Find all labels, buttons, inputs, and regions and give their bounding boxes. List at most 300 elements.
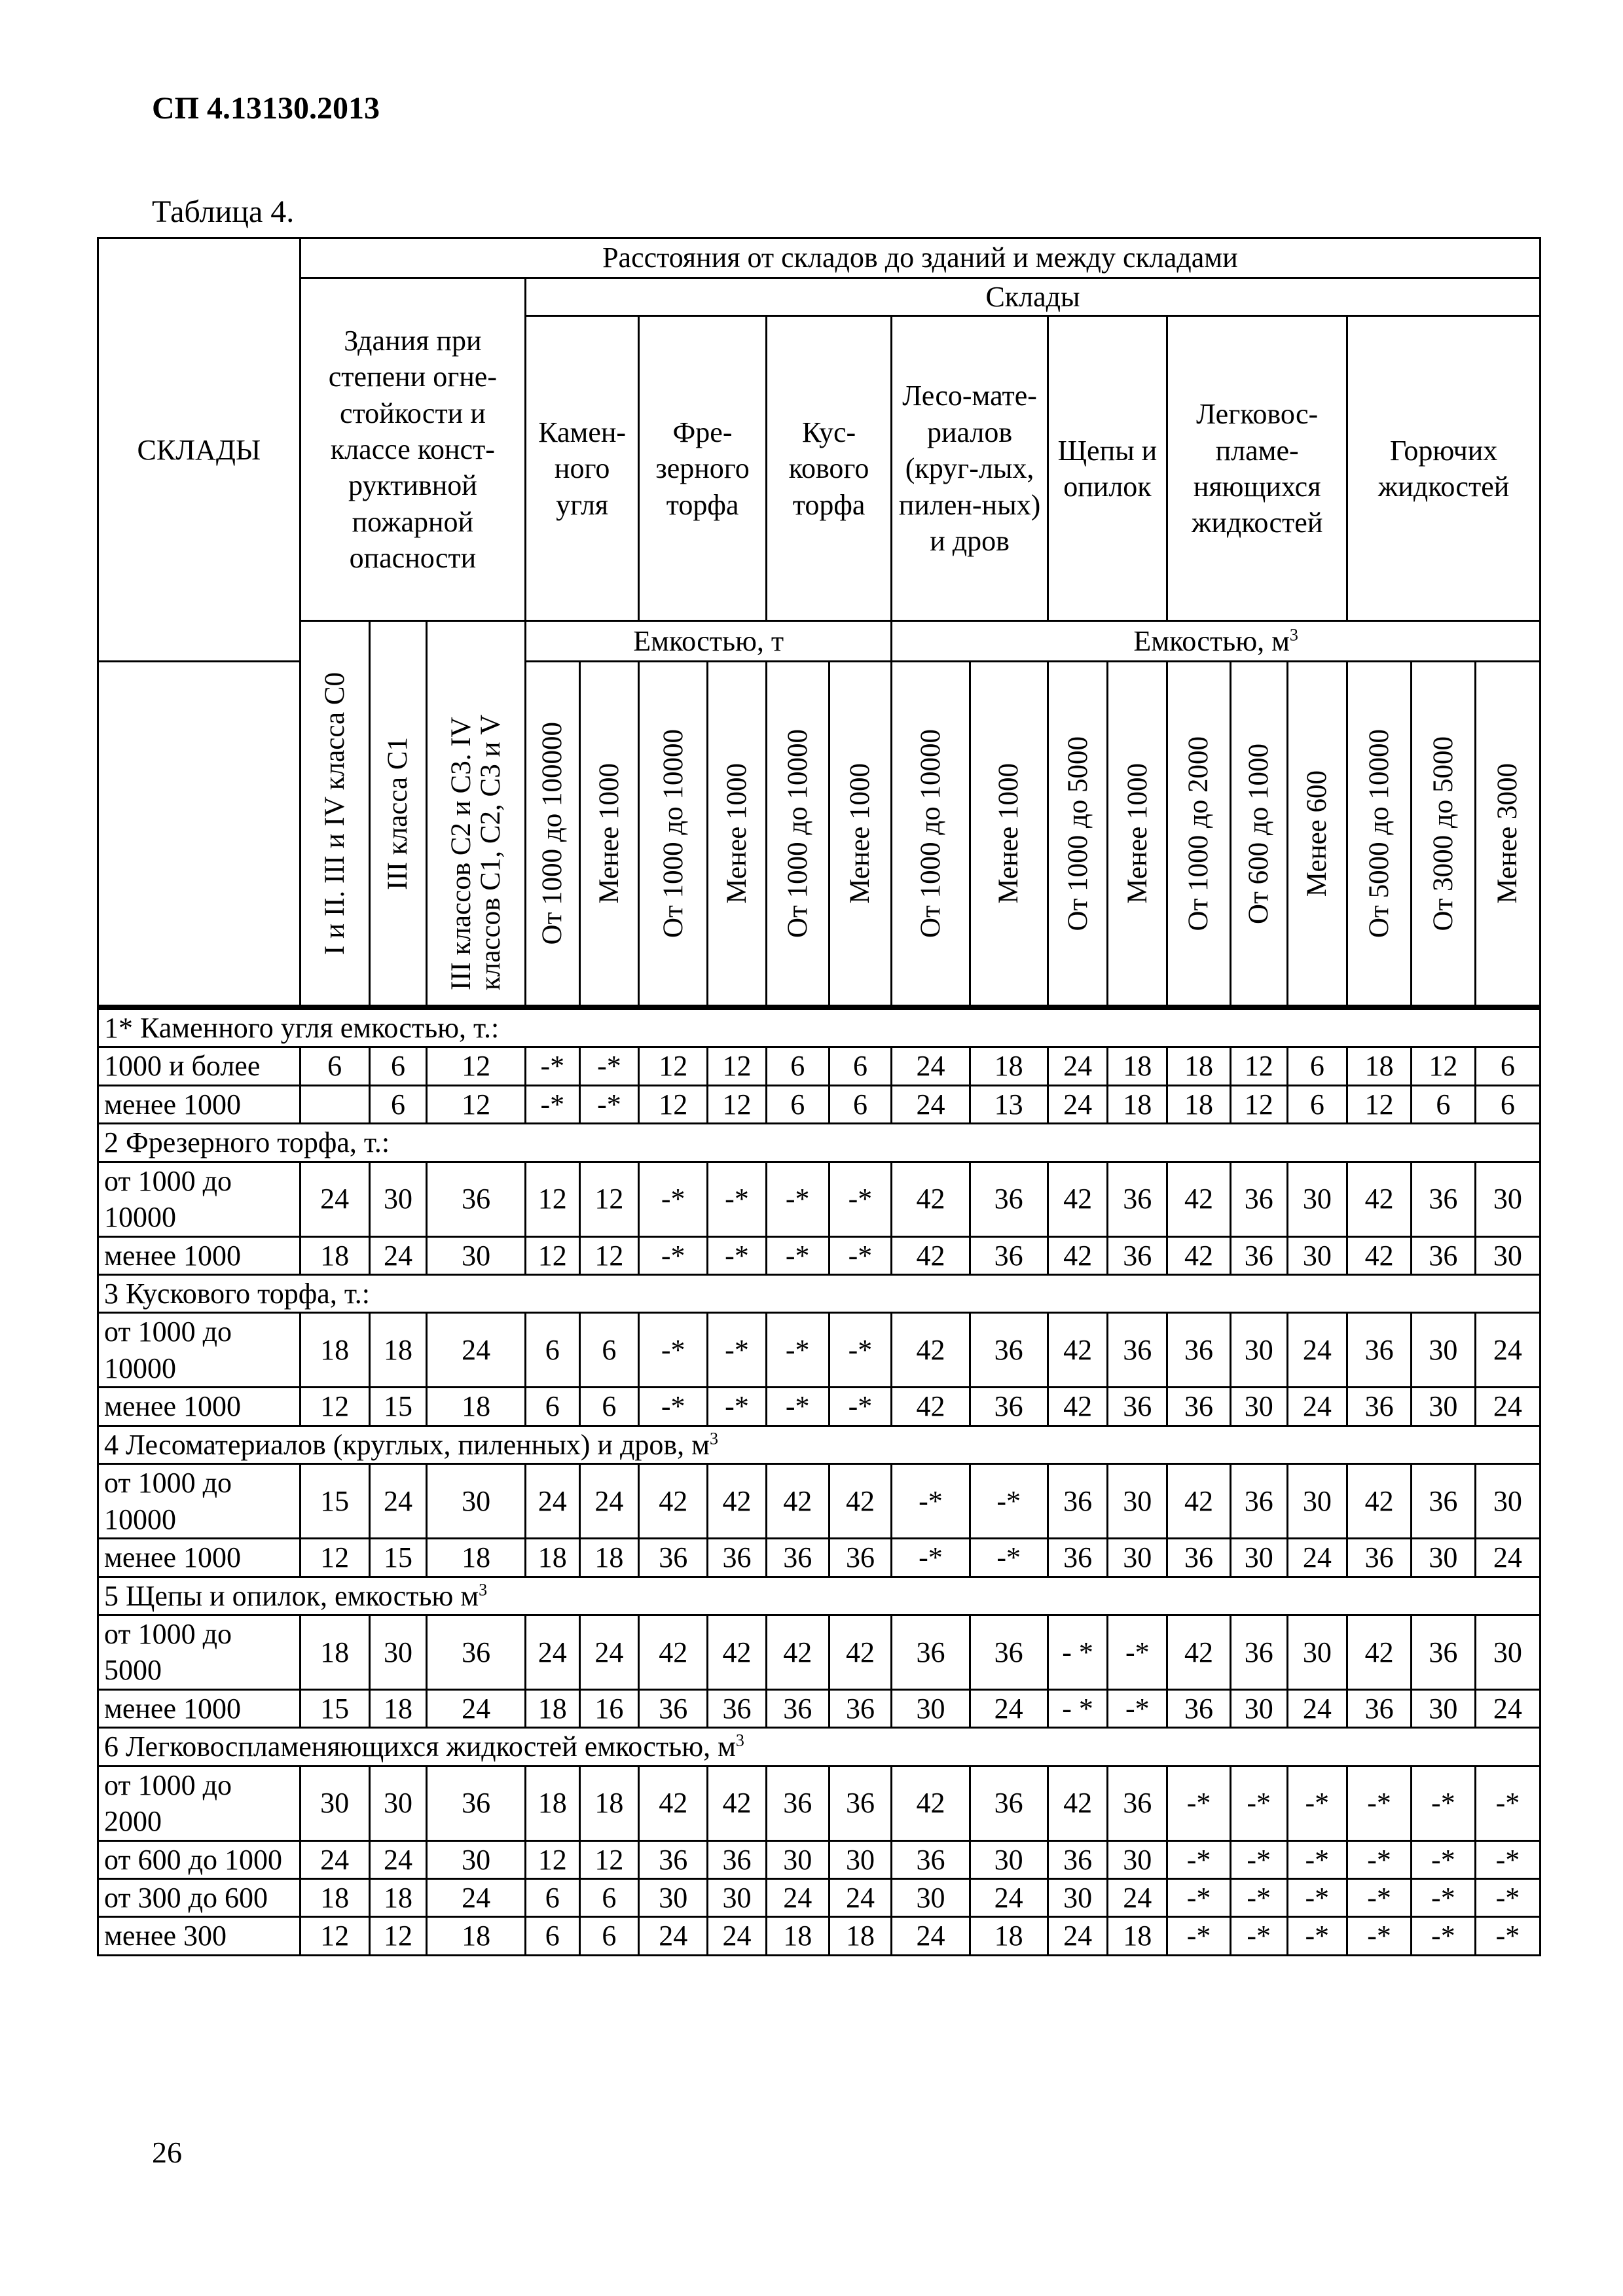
table-row bbox=[98, 1689, 1541, 1727]
distance-cell: 42 bbox=[1347, 1162, 1412, 1236]
capacity-t-header: Емкостью, т bbox=[526, 621, 892, 662]
distance-cell: 30 bbox=[1475, 1464, 1540, 1539]
distance-cell: 36 bbox=[892, 1840, 970, 1878]
distance-cell: 36 bbox=[1411, 1464, 1475, 1539]
distance-cell: 24 bbox=[1475, 1313, 1540, 1388]
row-label: менее 1000 bbox=[98, 1539, 301, 1577]
distance-cell: 30 bbox=[1411, 1313, 1475, 1388]
distance-cell: 6 bbox=[766, 1047, 829, 1085]
distance-cell: 6 bbox=[369, 1085, 427, 1123]
distance-cell: 18 bbox=[427, 1388, 526, 1426]
distance-cell: 12 bbox=[427, 1047, 526, 1085]
distance-cell: 36 bbox=[1167, 1313, 1231, 1388]
capacity-m3-header: Емкостью, $м^3$ bbox=[892, 621, 1541, 662]
capacity-column-header: От 5000 до 10000 bbox=[1347, 662, 1412, 1007]
distance-cell: 18 bbox=[829, 1917, 892, 1955]
distance-cell: 12 bbox=[1230, 1047, 1287, 1085]
distance-cell: 36 bbox=[1230, 1615, 1287, 1689]
row-label: менее 1000 bbox=[98, 1085, 301, 1123]
distance-cell: 36 bbox=[829, 1689, 892, 1727]
capacity-column-header: Менее 1000 bbox=[829, 662, 892, 1007]
group-lump-peat-header: Кус-кового торфа bbox=[766, 316, 892, 621]
distance-cell: -* bbox=[970, 1539, 1048, 1577]
section-title: 3 Кускового торфа, т.: bbox=[98, 1275, 1541, 1313]
distance-cell: 24 bbox=[1287, 1388, 1347, 1426]
distance-cell: 36 bbox=[1230, 1464, 1287, 1539]
table-row bbox=[98, 1236, 1541, 1274]
distance-cell: 6 bbox=[766, 1085, 829, 1123]
group-combustible-liquids-header: Горючих жидкостей bbox=[1347, 316, 1541, 621]
distance-cell: 24 bbox=[579, 1615, 639, 1689]
distance-cell: 42 bbox=[892, 1388, 970, 1426]
group-coal-header: Камен-ного угля bbox=[526, 316, 639, 621]
distance-cell: -* bbox=[1475, 1840, 1540, 1878]
distance-cell: 13 bbox=[970, 1085, 1048, 1123]
distance-cell: -* bbox=[1287, 1879, 1347, 1917]
distance-cell: 42 bbox=[1048, 1313, 1108, 1388]
distance-cell: 30 bbox=[829, 1840, 892, 1878]
distance-cell: 30 bbox=[1108, 1840, 1167, 1878]
row-label: менее 1000 bbox=[98, 1689, 301, 1727]
distance-cell: 36 bbox=[639, 1539, 708, 1577]
distance-cell: 18 bbox=[300, 1236, 369, 1274]
distance-cell: 18 bbox=[970, 1047, 1048, 1085]
distance-cell: -* bbox=[766, 1236, 829, 1274]
warehouses-header: Склады bbox=[526, 278, 1541, 316]
distance-cell: 42 bbox=[1167, 1615, 1231, 1689]
distance-cell: 36 bbox=[708, 1689, 767, 1727]
row-label: от 1000 до 5000 bbox=[98, 1615, 301, 1689]
distance-cell: 36 bbox=[639, 1840, 708, 1878]
distance-cell: 36 bbox=[1347, 1689, 1412, 1727]
distance-cell: 24 bbox=[1108, 1879, 1167, 1917]
distance-cell: 12 bbox=[579, 1236, 639, 1274]
distance-cell: -* bbox=[1347, 1840, 1412, 1878]
distance-cell: 36 bbox=[708, 1840, 767, 1878]
distance-cell: 30 bbox=[1475, 1162, 1540, 1236]
distance-cell: 36 bbox=[1230, 1236, 1287, 1274]
table-row bbox=[98, 1917, 1541, 1955]
distance-cell: 30 bbox=[1287, 1464, 1347, 1539]
row-label: от 1000 до 2000 bbox=[98, 1766, 301, 1840]
distance-cell: 36 bbox=[970, 1236, 1048, 1274]
distance-cell: 36 bbox=[1048, 1840, 1108, 1878]
distance-cell: 30 bbox=[427, 1236, 526, 1274]
distance-cell: 12 bbox=[526, 1840, 580, 1878]
distance-cell: 36 bbox=[1347, 1388, 1412, 1426]
distance-cell: 24 bbox=[369, 1464, 427, 1539]
section-title: 2 Фрезерного торфа, т.: bbox=[98, 1124, 1541, 1162]
distance-cell: 30 bbox=[1411, 1689, 1475, 1727]
distance-cell: 15 bbox=[300, 1689, 369, 1727]
building-class-header: I и II. III и IV класса С0 bbox=[300, 621, 369, 1007]
distance-cell: 6 bbox=[526, 1313, 580, 1388]
group-timber-header: Лесо-мате-риалов (круг-лых, пилен-ных) и дров bbox=[892, 316, 1048, 621]
distance-cell: 30 bbox=[369, 1766, 427, 1840]
distance-cell: 24 bbox=[1048, 1047, 1108, 1085]
distance-cell: 18 bbox=[1167, 1047, 1231, 1085]
distance-cell: 30 bbox=[1230, 1388, 1287, 1426]
distance-cell: 18 bbox=[369, 1879, 427, 1917]
distance-cell: 6 bbox=[526, 1388, 580, 1426]
distance-cell: 30 bbox=[427, 1840, 526, 1878]
table-row bbox=[98, 1539, 1541, 1577]
distance-cell: 15 bbox=[369, 1388, 427, 1426]
distance-cell: 6 bbox=[579, 1313, 639, 1388]
distance-cell: -* bbox=[1475, 1766, 1540, 1840]
distance-cell: 24 bbox=[300, 1840, 369, 1878]
distance-cell: 42 bbox=[766, 1464, 829, 1539]
distance-cell: 24 bbox=[1287, 1539, 1347, 1577]
distance-cell: 42 bbox=[892, 1236, 970, 1274]
distance-cell: -* bbox=[708, 1388, 767, 1426]
distance-cell: 30 bbox=[892, 1879, 970, 1917]
capacity-column-header: От 3000 до 5000 bbox=[1411, 662, 1475, 1007]
distance-cell: 30 bbox=[1108, 1539, 1167, 1577]
row-label: от 1000 до 10000 bbox=[98, 1464, 301, 1539]
distance-cell: 18 bbox=[579, 1539, 639, 1577]
distance-cell: -* bbox=[1167, 1766, 1231, 1840]
distance-cell: 30 bbox=[766, 1840, 829, 1878]
distance-cell: 30 bbox=[427, 1464, 526, 1539]
distance-cell: 36 bbox=[766, 1539, 829, 1577]
distance-cell: - * bbox=[1048, 1689, 1108, 1727]
distance-cell: 18 bbox=[1167, 1085, 1231, 1123]
capacity-column-header: От 1000 до 10000 bbox=[639, 662, 708, 1007]
distance-cell: 12 bbox=[1411, 1047, 1475, 1085]
distance-cell: 18 bbox=[300, 1313, 369, 1388]
distance-cell: 36 bbox=[829, 1766, 892, 1840]
distance-cell: -* bbox=[1411, 1840, 1475, 1878]
distance-cell: 36 bbox=[970, 1162, 1048, 1236]
distance-cell: 16 bbox=[579, 1689, 639, 1727]
distance-cell: 36 bbox=[1108, 1162, 1167, 1236]
distance-cell: -* bbox=[526, 1085, 580, 1123]
document-code: СП 4.13130.2013 bbox=[152, 91, 380, 126]
distance-cell: 12 bbox=[579, 1162, 639, 1236]
distance-cell: -* bbox=[639, 1162, 708, 1236]
distance-cell: 42 bbox=[1048, 1162, 1108, 1236]
distance-cell: 24 bbox=[1287, 1689, 1347, 1727]
distance-cell: 18 bbox=[427, 1917, 526, 1955]
distance-cell: 12 bbox=[300, 1917, 369, 1955]
distance-cell: -* bbox=[1108, 1615, 1167, 1689]
distance-cell: 30 bbox=[708, 1879, 767, 1917]
distance-table bbox=[97, 237, 1541, 1956]
distance-cell: 36 bbox=[1167, 1539, 1231, 1577]
distance-cell: 18 bbox=[300, 1879, 369, 1917]
distance-cell: 36 bbox=[1347, 1313, 1412, 1388]
distance-cell: 42 bbox=[892, 1313, 970, 1388]
distance-cell: -* bbox=[829, 1313, 892, 1388]
distance-cell: 42 bbox=[829, 1615, 892, 1689]
distance-cell: -* bbox=[892, 1539, 970, 1577]
distance-cell: 30 bbox=[639, 1879, 708, 1917]
distance-cell: 42 bbox=[1347, 1236, 1412, 1274]
distance-cell: -* bbox=[970, 1464, 1048, 1539]
distance-cell: 24 bbox=[639, 1917, 708, 1955]
distance-cell: 30 bbox=[1411, 1388, 1475, 1426]
row-label: 1000 и более bbox=[98, 1047, 301, 1085]
distance-cell: 36 bbox=[1347, 1539, 1412, 1577]
distance-cell: 18 bbox=[526, 1539, 580, 1577]
capacity-column-header: От 1000 до 10000 bbox=[766, 662, 829, 1007]
distance-cell: 6 bbox=[526, 1879, 580, 1917]
distance-cell: 24 bbox=[427, 1689, 526, 1727]
group-milled-peat-header: Фре-зерного торфа bbox=[639, 316, 767, 621]
distance-cell: 36 bbox=[766, 1689, 829, 1727]
distance-cell: 36 bbox=[1108, 1236, 1167, 1274]
distance-cell: 30 bbox=[1287, 1162, 1347, 1236]
distance-cell: 24 bbox=[1048, 1085, 1108, 1123]
distance-cell: 24 bbox=[427, 1313, 526, 1388]
capacity-column-header: От 1000 до 5000 bbox=[1048, 662, 1108, 1007]
distance-cell: 12 bbox=[369, 1917, 427, 1955]
distance-cell: 24 bbox=[579, 1464, 639, 1539]
distance-cell: 36 bbox=[1167, 1689, 1231, 1727]
group-chips-header: Щепы и опилок bbox=[1048, 316, 1167, 621]
building-class-header: III классов С2 и С3. IV классов С1, С2, С3 и V bbox=[427, 621, 526, 1007]
distance-cell: 6 bbox=[579, 1388, 639, 1426]
table-row bbox=[98, 1766, 1541, 1840]
distance-cell: 24 bbox=[970, 1689, 1048, 1727]
table-row bbox=[98, 1464, 1541, 1539]
distance-cell: 42 bbox=[1048, 1766, 1108, 1840]
distance-cell: 42 bbox=[708, 1766, 767, 1840]
distance-cell: 18 bbox=[369, 1689, 427, 1727]
distance-cell: - * bbox=[1048, 1615, 1108, 1689]
distance-cell: 6 bbox=[1287, 1085, 1347, 1123]
capacity-column-header: Менее 1000 bbox=[708, 662, 767, 1007]
building-class-header: III класса С1 bbox=[369, 621, 427, 1007]
distance-cell: 42 bbox=[1167, 1464, 1231, 1539]
distance-cell: 6 bbox=[1411, 1085, 1475, 1123]
distance-cell: 36 bbox=[1108, 1388, 1167, 1426]
distance-cell: 42 bbox=[708, 1615, 767, 1689]
distance-cell: -* bbox=[1230, 1766, 1287, 1840]
distance-cell: -* bbox=[1230, 1917, 1287, 1955]
distance-cell: -* bbox=[1108, 1689, 1167, 1727]
distance-cell: 42 bbox=[1347, 1464, 1412, 1539]
distance-cell: -* bbox=[1287, 1917, 1347, 1955]
stub-header: СКЛАДЫ bbox=[98, 238, 301, 662]
distance-cell: 30 bbox=[1475, 1236, 1540, 1274]
distance-cell: -* bbox=[766, 1162, 829, 1236]
row-label: менее 1000 bbox=[98, 1388, 301, 1426]
table-caption: Таблица 4. bbox=[152, 194, 295, 229]
row-label: менее 1000 bbox=[98, 1236, 301, 1274]
distance-cell: 18 bbox=[526, 1766, 580, 1840]
distance-cell: -* bbox=[579, 1047, 639, 1085]
distance-cell: 18 bbox=[369, 1313, 427, 1388]
distance-cell: 30 bbox=[970, 1840, 1048, 1878]
distance-cell: 12 bbox=[708, 1047, 767, 1085]
distance-cell: 24 bbox=[300, 1162, 369, 1236]
distance-cell: -* bbox=[708, 1236, 767, 1274]
page-number: 26 bbox=[152, 2136, 182, 2169]
distance-cell: 24 bbox=[369, 1840, 427, 1878]
distance-cell: -* bbox=[1411, 1879, 1475, 1917]
distance-cell: 24 bbox=[1475, 1539, 1540, 1577]
distance-cell: 36 bbox=[1167, 1388, 1231, 1426]
table-row bbox=[98, 1615, 1541, 1689]
distance-cell: -* bbox=[526, 1047, 580, 1085]
distance-cell: -* bbox=[766, 1388, 829, 1426]
distance-cell: 18 bbox=[1108, 1047, 1167, 1085]
distance-cell: -* bbox=[1347, 1917, 1412, 1955]
distance-cell: -* bbox=[1230, 1840, 1287, 1878]
distance-cell: 42 bbox=[1048, 1236, 1108, 1274]
buildings-header: Здания при степени огне-стойкости и классе конст-руктивной пожарной опасности bbox=[300, 278, 525, 621]
distance-cell: 30 bbox=[1230, 1313, 1287, 1388]
section-title: 5 Щепы и опилок, емкостью $м^3$ bbox=[98, 1577, 1541, 1615]
distance-cell: 24 bbox=[829, 1879, 892, 1917]
capacity-column-header: От 1000 до 2000 bbox=[1167, 662, 1231, 1007]
distance-cell: 30 bbox=[1230, 1689, 1287, 1727]
distance-cell: 24 bbox=[1475, 1689, 1540, 1727]
distance-cell: 42 bbox=[1347, 1615, 1412, 1689]
distance-cell: 12 bbox=[1230, 1085, 1287, 1123]
capacity-column-header: От 1000 до 10000 bbox=[892, 662, 970, 1007]
row-label: от 600 до 1000 bbox=[98, 1840, 301, 1878]
distance-cell: 6 bbox=[369, 1047, 427, 1085]
distance-cell: 15 bbox=[369, 1539, 427, 1577]
distance-cell: 12 bbox=[639, 1047, 708, 1085]
distance-cell: 30 bbox=[1287, 1615, 1347, 1689]
distance-cell: -* bbox=[579, 1085, 639, 1123]
capacity-column-header: Менее 3000 bbox=[1475, 662, 1540, 1007]
distance-cell: -* bbox=[829, 1388, 892, 1426]
distance-cell: -* bbox=[708, 1162, 767, 1236]
distance-cell bbox=[300, 1085, 369, 1123]
distance-cell: 36 bbox=[970, 1313, 1048, 1388]
distance-cell: 36 bbox=[1048, 1464, 1108, 1539]
distance-cell: 18 bbox=[970, 1917, 1048, 1955]
distance-cell: 15 bbox=[300, 1464, 369, 1539]
distance-cell: 42 bbox=[1167, 1236, 1231, 1274]
distance-cell: 42 bbox=[766, 1615, 829, 1689]
distance-cell: -* bbox=[1347, 1766, 1412, 1840]
row-label: от 300 до 600 bbox=[98, 1879, 301, 1917]
capacity-column-header: Менее 1000 bbox=[970, 662, 1048, 1007]
distance-cell: 42 bbox=[829, 1464, 892, 1539]
distance-cell: 18 bbox=[579, 1766, 639, 1840]
distance-cell: 36 bbox=[639, 1689, 708, 1727]
distance-cell: 12 bbox=[300, 1388, 369, 1426]
distance-cell: 42 bbox=[639, 1464, 708, 1539]
section-title: 4 Лесоматериалов (круглых, пиленных) и дров, $м^3$ bbox=[98, 1426, 1541, 1463]
distance-cell: -* bbox=[892, 1464, 970, 1539]
distance-cell: -* bbox=[1411, 1766, 1475, 1840]
distance-cell: 6 bbox=[579, 1917, 639, 1955]
distance-cell: 6 bbox=[526, 1917, 580, 1955]
distance-cell: 24 bbox=[369, 1236, 427, 1274]
distance-cell: 18 bbox=[1108, 1917, 1167, 1955]
distance-cell: 36 bbox=[1411, 1162, 1475, 1236]
distance-cell: -* bbox=[1287, 1840, 1347, 1878]
distance-cell: 42 bbox=[1167, 1162, 1231, 1236]
distance-cell: 42 bbox=[708, 1464, 767, 1539]
table-row bbox=[98, 1047, 1541, 1085]
distance-cell: -* bbox=[829, 1162, 892, 1236]
distance-cell: -* bbox=[639, 1313, 708, 1388]
section-title: 6 Легковоспламеняющихся жидкостей емкостью, $м^3$ bbox=[98, 1728, 1541, 1766]
distance-cell: 6 bbox=[1475, 1085, 1540, 1123]
distance-cell: 12 bbox=[526, 1236, 580, 1274]
distance-cell: 24 bbox=[427, 1879, 526, 1917]
row-label: от 1000 до 10000 bbox=[98, 1162, 301, 1236]
stub-empty bbox=[98, 662, 301, 1007]
distance-cell: 24 bbox=[526, 1615, 580, 1689]
distance-cell: 12 bbox=[300, 1539, 369, 1577]
distance-cell: 6 bbox=[829, 1085, 892, 1123]
distance-cell: 24 bbox=[766, 1879, 829, 1917]
distance-cell: -* bbox=[1167, 1840, 1231, 1878]
distance-cell: 42 bbox=[892, 1162, 970, 1236]
distance-cell: 36 bbox=[1230, 1162, 1287, 1236]
distance-cell: 36 bbox=[708, 1539, 767, 1577]
table-row bbox=[98, 1313, 1541, 1388]
capacity-column-header: От 1000 до 100000 bbox=[526, 662, 580, 1007]
distance-cell: 36 bbox=[766, 1766, 829, 1840]
distance-cell: 36 bbox=[1108, 1313, 1167, 1388]
distance-cell: 12 bbox=[526, 1162, 580, 1236]
distance-cell: 12 bbox=[427, 1085, 526, 1123]
distance-cell: 24 bbox=[892, 1085, 970, 1123]
distance-cell: 18 bbox=[766, 1917, 829, 1955]
distance-cell: 36 bbox=[427, 1162, 526, 1236]
capacity-column-header: Менее 600 bbox=[1287, 662, 1347, 1007]
capacity-column-header: Менее 1000 bbox=[579, 662, 639, 1007]
distance-cell: -* bbox=[639, 1236, 708, 1274]
distance-cell: -* bbox=[1411, 1917, 1475, 1955]
distance-cell: 18 bbox=[300, 1615, 369, 1689]
distance-cell: 30 bbox=[1411, 1539, 1475, 1577]
distance-cell: 36 bbox=[427, 1766, 526, 1840]
table-row bbox=[98, 1388, 1541, 1426]
distance-cell: -* bbox=[639, 1388, 708, 1426]
distance-cell: 30 bbox=[1475, 1615, 1540, 1689]
distance-cell: 36 bbox=[427, 1615, 526, 1689]
distance-cell: 24 bbox=[526, 1464, 580, 1539]
distance-cell: 6 bbox=[300, 1047, 369, 1085]
table-row bbox=[98, 1879, 1541, 1917]
distance-cell: 36 bbox=[1048, 1539, 1108, 1577]
distance-cell: 12 bbox=[579, 1840, 639, 1878]
distance-cell: 42 bbox=[1048, 1388, 1108, 1426]
group-flammable-liquids-header: Легковос-пламе-няющихся жидкостей bbox=[1167, 316, 1347, 621]
distance-cell: -* bbox=[1475, 1917, 1540, 1955]
distance-cell: 30 bbox=[369, 1615, 427, 1689]
distance-cell: 36 bbox=[970, 1388, 1048, 1426]
distance-cell: 18 bbox=[1108, 1085, 1167, 1123]
distance-cell: 18 bbox=[526, 1689, 580, 1727]
distance-cell: -* bbox=[1230, 1879, 1287, 1917]
distance-cell: 36 bbox=[1108, 1766, 1167, 1840]
row-label: менее 300 bbox=[98, 1917, 301, 1955]
distance-cell: -* bbox=[1347, 1879, 1412, 1917]
distance-cell: 12 bbox=[708, 1085, 767, 1123]
row-label: от 1000 до 10000 bbox=[98, 1313, 301, 1388]
distance-cell: 36 bbox=[970, 1615, 1048, 1689]
distance-cell: -* bbox=[1167, 1917, 1231, 1955]
distance-cell: 6 bbox=[1475, 1047, 1540, 1085]
distance-cell: 30 bbox=[300, 1766, 369, 1840]
distance-cell: 36 bbox=[970, 1766, 1048, 1840]
distance-cell: -* bbox=[829, 1236, 892, 1274]
distance-cell: 6 bbox=[829, 1047, 892, 1085]
distance-cell: 42 bbox=[639, 1615, 708, 1689]
